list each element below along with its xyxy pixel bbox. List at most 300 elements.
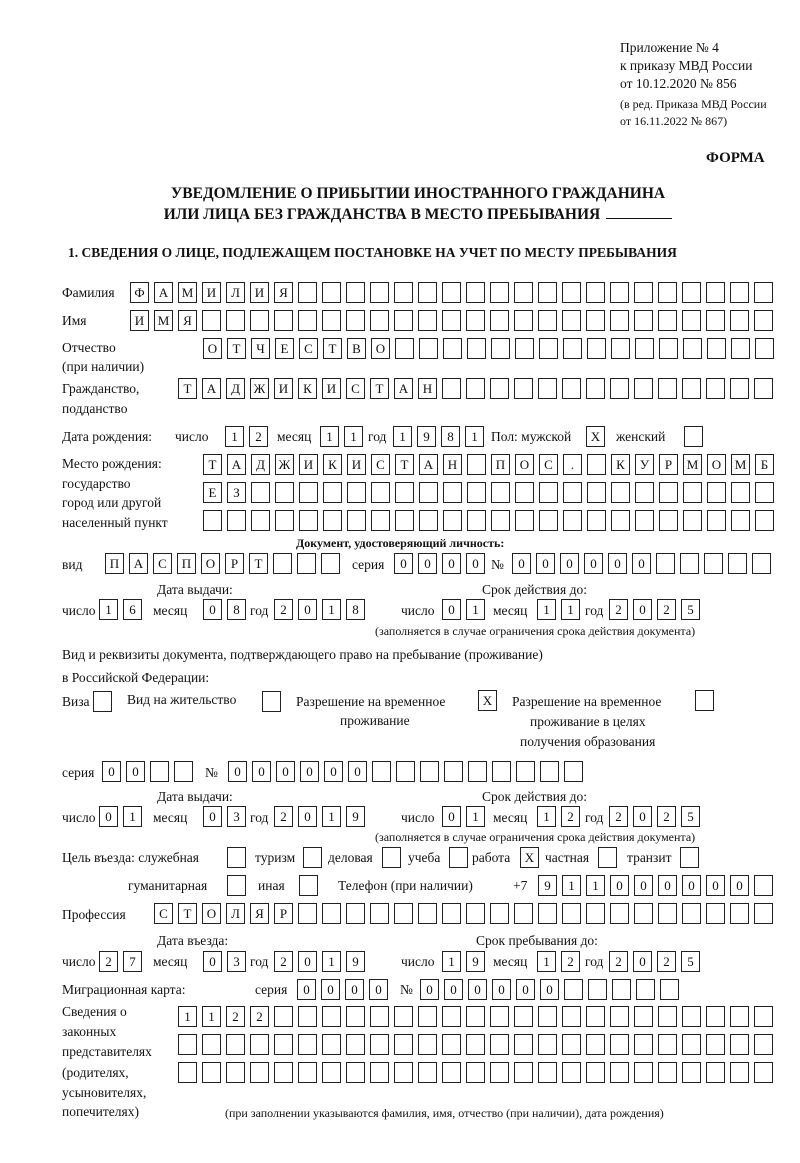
citizenship-cells[interactable] bbox=[178, 378, 778, 400]
char-cell[interactable]: 1 bbox=[393, 426, 412, 447]
char-cell[interactable] bbox=[610, 310, 629, 331]
char-cell[interactable] bbox=[321, 553, 340, 574]
char-cell[interactable]: 0 bbox=[297, 979, 316, 1000]
char-cell[interactable]: Б bbox=[755, 454, 774, 475]
char-cell[interactable] bbox=[706, 903, 725, 924]
char-cell[interactable]: 1 bbox=[99, 599, 118, 620]
char-cell[interactable] bbox=[419, 482, 438, 503]
stay-valid-month-cells[interactable] bbox=[537, 806, 585, 828]
char-cell[interactable]: 1 bbox=[322, 951, 341, 972]
char-cell[interactable] bbox=[538, 310, 557, 331]
char-cell[interactable] bbox=[754, 378, 773, 399]
char-cell[interactable]: 1 bbox=[344, 426, 363, 447]
char-cell[interactable] bbox=[539, 338, 558, 359]
char-cell[interactable]: Я bbox=[274, 282, 293, 303]
char-cell[interactable] bbox=[706, 1006, 725, 1027]
char-cell[interactable] bbox=[490, 903, 509, 924]
char-cell[interactable] bbox=[322, 1034, 341, 1055]
char-cell[interactable] bbox=[346, 1062, 365, 1083]
char-cell[interactable] bbox=[634, 310, 653, 331]
char-cell[interactable]: 6 bbox=[123, 599, 142, 620]
char-cell[interactable] bbox=[587, 482, 606, 503]
char-cell[interactable] bbox=[346, 310, 365, 331]
char-cell[interactable]: 0 bbox=[492, 979, 511, 1000]
char-cell[interactable] bbox=[490, 378, 509, 399]
char-cell[interactable] bbox=[707, 510, 726, 531]
stay-issue-day-cells[interactable] bbox=[99, 806, 147, 828]
char-cell[interactable] bbox=[682, 1034, 701, 1055]
char-cell[interactable] bbox=[323, 482, 342, 503]
char-cell[interactable]: 7 bbox=[123, 951, 142, 972]
char-cell[interactable] bbox=[274, 1006, 293, 1027]
char-cell[interactable] bbox=[491, 510, 510, 531]
char-cell[interactable] bbox=[754, 282, 773, 303]
char-cell[interactable] bbox=[538, 282, 557, 303]
char-cell[interactable] bbox=[514, 1034, 533, 1055]
char-cell[interactable]: О bbox=[515, 454, 534, 475]
char-cell[interactable] bbox=[466, 378, 485, 399]
char-cell[interactable]: 2 bbox=[249, 426, 268, 447]
char-cell[interactable] bbox=[659, 338, 678, 359]
char-cell[interactable]: 9 bbox=[538, 875, 557, 896]
char-cell[interactable] bbox=[371, 510, 390, 531]
char-cell[interactable] bbox=[634, 282, 653, 303]
char-cell[interactable]: 2 bbox=[274, 599, 293, 620]
char-cell[interactable] bbox=[442, 1006, 461, 1027]
stay-number-cells[interactable] bbox=[228, 761, 588, 783]
purpose-business-checkbox[interactable] bbox=[382, 847, 406, 869]
char-cell[interactable] bbox=[346, 1034, 365, 1055]
char-cell[interactable]: 0 bbox=[584, 553, 603, 574]
purpose-official-checkbox[interactable] bbox=[227, 847, 251, 869]
purpose-humanitarian-checkbox[interactable] bbox=[227, 875, 251, 897]
char-cell[interactable]: Ф bbox=[130, 282, 149, 303]
char-cell[interactable] bbox=[251, 510, 270, 531]
id-valid-year-cells[interactable] bbox=[609, 599, 705, 621]
char-cell[interactable]: 1 bbox=[442, 951, 461, 972]
char-cell[interactable] bbox=[442, 1062, 461, 1083]
char-cell[interactable]: С bbox=[299, 338, 318, 359]
char-cell[interactable] bbox=[540, 761, 559, 782]
purpose-transit-checkbox[interactable] bbox=[680, 847, 704, 869]
char-cell[interactable] bbox=[490, 282, 509, 303]
char-cell[interactable] bbox=[660, 979, 679, 1000]
char-cell[interactable] bbox=[563, 482, 582, 503]
char-cell[interactable]: О bbox=[203, 338, 222, 359]
char-cell[interactable] bbox=[754, 903, 773, 924]
char-cell[interactable] bbox=[274, 310, 293, 331]
char-cell[interactable] bbox=[202, 310, 221, 331]
char-cell[interactable] bbox=[562, 903, 581, 924]
char-cell[interactable] bbox=[346, 282, 365, 303]
char-cell[interactable]: 1 bbox=[537, 806, 556, 827]
char-cell[interactable] bbox=[514, 310, 533, 331]
char-cell[interactable]: 0 bbox=[203, 806, 222, 827]
id-issue-day-cells[interactable] bbox=[99, 599, 147, 621]
char-cell[interactable] bbox=[443, 482, 462, 503]
char-cell[interactable] bbox=[515, 482, 534, 503]
char-cell[interactable] bbox=[442, 1034, 461, 1055]
char-cell[interactable]: Т bbox=[178, 903, 197, 924]
reps-cells-2[interactable] bbox=[178, 1034, 778, 1056]
id-series-cells[interactable] bbox=[394, 553, 490, 575]
char-cell[interactable] bbox=[491, 338, 510, 359]
char-cell[interactable]: 2 bbox=[99, 951, 118, 972]
char-cell[interactable] bbox=[658, 282, 677, 303]
char-cell[interactable] bbox=[562, 310, 581, 331]
char-cell[interactable] bbox=[418, 1062, 437, 1083]
char-cell[interactable]: 0 bbox=[203, 599, 222, 620]
char-cell[interactable] bbox=[610, 1034, 629, 1055]
char-cell[interactable]: 1 bbox=[123, 806, 142, 827]
char-cell[interactable]: Т bbox=[323, 338, 342, 359]
char-cell[interactable]: А bbox=[227, 454, 246, 475]
char-cell[interactable]: 9 bbox=[346, 951, 365, 972]
stay-until-month-cells[interactable] bbox=[537, 951, 585, 973]
char-cell[interactable] bbox=[706, 1034, 725, 1055]
id-number-cells[interactable] bbox=[512, 553, 776, 575]
char-cell[interactable] bbox=[754, 1034, 773, 1055]
char-cell[interactable] bbox=[538, 1062, 557, 1083]
char-cell[interactable] bbox=[587, 510, 606, 531]
char-cell[interactable] bbox=[755, 482, 774, 503]
visa-checkbox[interactable] bbox=[93, 691, 117, 713]
char-cell[interactable]: 0 bbox=[418, 553, 437, 574]
char-cell[interactable] bbox=[588, 979, 607, 1000]
char-cell[interactable] bbox=[323, 510, 342, 531]
char-cell[interactable] bbox=[730, 1062, 749, 1083]
char-cell[interactable] bbox=[562, 378, 581, 399]
char-cell[interactable] bbox=[586, 310, 605, 331]
char-cell[interactable]: И bbox=[322, 378, 341, 399]
char-cell[interactable] bbox=[635, 510, 654, 531]
purpose-study-checkbox[interactable] bbox=[449, 847, 473, 869]
stay-series-cells[interactable] bbox=[102, 761, 198, 783]
birth-year-cells[interactable] bbox=[393, 426, 489, 448]
birth-place-cells-1[interactable] bbox=[203, 454, 779, 476]
char-cell[interactable]: 0 bbox=[540, 979, 559, 1000]
char-cell[interactable] bbox=[610, 378, 629, 399]
char-cell[interactable]: К bbox=[611, 454, 630, 475]
char-cell[interactable] bbox=[707, 338, 726, 359]
char-cell[interactable]: А bbox=[202, 378, 221, 399]
char-cell[interactable] bbox=[382, 847, 401, 868]
char-cell[interactable] bbox=[730, 1006, 749, 1027]
char-cell[interactable] bbox=[299, 482, 318, 503]
char-cell[interactable] bbox=[418, 310, 437, 331]
char-cell[interactable]: Т bbox=[227, 338, 246, 359]
char-cell[interactable]: Е bbox=[275, 338, 294, 359]
char-cell[interactable]: 1 bbox=[562, 875, 581, 896]
birth-place-cells-2[interactable] bbox=[203, 482, 779, 504]
char-cell[interactable] bbox=[682, 1006, 701, 1027]
char-cell[interactable] bbox=[322, 1006, 341, 1027]
char-cell[interactable] bbox=[262, 691, 281, 712]
char-cell[interactable] bbox=[658, 378, 677, 399]
char-cell[interactable]: Л bbox=[226, 282, 245, 303]
char-cell[interactable]: С bbox=[371, 454, 390, 475]
char-cell[interactable] bbox=[658, 1006, 677, 1027]
char-cell[interactable]: 0 bbox=[536, 553, 555, 574]
char-cell[interactable] bbox=[730, 378, 749, 399]
stay-issue-year-cells[interactable] bbox=[274, 806, 370, 828]
migration-number-cells[interactable] bbox=[420, 979, 684, 1001]
char-cell[interactable]: 2 bbox=[609, 599, 628, 620]
char-cell[interactable] bbox=[706, 1062, 725, 1083]
char-cell[interactable] bbox=[442, 310, 461, 331]
char-cell[interactable] bbox=[539, 482, 558, 503]
birth-day-cells[interactable] bbox=[225, 426, 273, 448]
char-cell[interactable]: 0 bbox=[560, 553, 579, 574]
char-cell[interactable] bbox=[298, 310, 317, 331]
char-cell[interactable] bbox=[490, 1062, 509, 1083]
char-cell[interactable]: 1 bbox=[586, 875, 605, 896]
char-cell[interactable] bbox=[728, 553, 747, 574]
char-cell[interactable] bbox=[538, 1006, 557, 1027]
char-cell[interactable] bbox=[467, 454, 486, 475]
char-cell[interactable] bbox=[586, 1006, 605, 1027]
char-cell[interactable]: 1 bbox=[466, 806, 485, 827]
char-cell[interactable]: 8 bbox=[441, 426, 460, 447]
char-cell[interactable] bbox=[203, 510, 222, 531]
char-cell[interactable]: 0 bbox=[634, 875, 653, 896]
char-cell[interactable] bbox=[395, 482, 414, 503]
char-cell[interactable] bbox=[539, 510, 558, 531]
char-cell[interactable] bbox=[706, 282, 725, 303]
char-cell[interactable] bbox=[634, 378, 653, 399]
char-cell[interactable]: 0 bbox=[126, 761, 145, 782]
residence-permit-checkbox[interactable] bbox=[262, 691, 286, 713]
char-cell[interactable] bbox=[418, 1006, 437, 1027]
char-cell[interactable] bbox=[419, 510, 438, 531]
char-cell[interactable] bbox=[491, 482, 510, 503]
name-cells[interactable] bbox=[130, 310, 778, 332]
char-cell[interactable] bbox=[754, 310, 773, 331]
stay-until-year-cells[interactable] bbox=[609, 951, 705, 973]
char-cell[interactable] bbox=[755, 510, 774, 531]
char-cell[interactable]: 1 bbox=[466, 599, 485, 620]
entry-year-cells[interactable] bbox=[274, 951, 370, 973]
id-valid-day-cells[interactable] bbox=[442, 599, 490, 621]
char-cell[interactable]: 2 bbox=[561, 951, 580, 972]
char-cell[interactable]: М bbox=[731, 454, 750, 475]
char-cell[interactable]: 0 bbox=[466, 553, 485, 574]
char-cell[interactable]: 5 bbox=[681, 599, 700, 620]
char-cell[interactable]: А bbox=[419, 454, 438, 475]
entry-day-cells[interactable] bbox=[99, 951, 147, 973]
char-cell[interactable] bbox=[275, 482, 294, 503]
char-cell[interactable] bbox=[730, 310, 749, 331]
char-cell[interactable] bbox=[586, 378, 605, 399]
char-cell[interactable]: 0 bbox=[252, 761, 271, 782]
char-cell[interactable] bbox=[612, 979, 631, 1000]
char-cell[interactable]: Е bbox=[203, 482, 222, 503]
char-cell[interactable] bbox=[226, 310, 245, 331]
char-cell[interactable]: С bbox=[154, 903, 173, 924]
char-cell[interactable]: 0 bbox=[276, 761, 295, 782]
char-cell[interactable]: 1 bbox=[465, 426, 484, 447]
char-cell[interactable] bbox=[467, 482, 486, 503]
char-cell[interactable] bbox=[562, 1062, 581, 1083]
char-cell[interactable] bbox=[514, 378, 533, 399]
char-cell[interactable] bbox=[468, 761, 487, 782]
char-cell[interactable] bbox=[449, 847, 468, 868]
profession-cells[interactable] bbox=[154, 903, 778, 925]
char-cell[interactable] bbox=[730, 903, 749, 924]
char-cell[interactable]: 0 bbox=[369, 979, 388, 1000]
char-cell[interactable] bbox=[752, 553, 771, 574]
char-cell[interactable] bbox=[538, 1034, 557, 1055]
char-cell[interactable]: 0 bbox=[633, 599, 652, 620]
char-cell[interactable] bbox=[755, 338, 774, 359]
char-cell[interactable] bbox=[563, 338, 582, 359]
char-cell[interactable]: 0 bbox=[298, 599, 317, 620]
char-cell[interactable]: П bbox=[177, 553, 196, 574]
char-cell[interactable] bbox=[370, 282, 389, 303]
char-cell[interactable]: 1 bbox=[322, 599, 341, 620]
char-cell[interactable]: 0 bbox=[706, 875, 725, 896]
id-kind-cells[interactable] bbox=[105, 553, 345, 575]
char-cell[interactable]: 0 bbox=[608, 553, 627, 574]
char-cell[interactable] bbox=[586, 282, 605, 303]
char-cell[interactable] bbox=[226, 1034, 245, 1055]
char-cell[interactable]: Н bbox=[443, 454, 462, 475]
char-cell[interactable] bbox=[634, 903, 653, 924]
char-cell[interactable]: 8 bbox=[346, 599, 365, 620]
char-cell[interactable]: С bbox=[346, 378, 365, 399]
char-cell[interactable] bbox=[634, 1034, 653, 1055]
char-cell[interactable] bbox=[394, 1062, 413, 1083]
stay-valid-year-cells[interactable] bbox=[609, 806, 705, 828]
char-cell[interactable] bbox=[394, 282, 413, 303]
char-cell[interactable]: 0 bbox=[468, 979, 487, 1000]
char-cell[interactable] bbox=[658, 310, 677, 331]
char-cell[interactable]: 1 bbox=[202, 1006, 221, 1027]
char-cell[interactable]: 0 bbox=[730, 875, 749, 896]
char-cell[interactable] bbox=[563, 510, 582, 531]
char-cell[interactable]: 0 bbox=[321, 979, 340, 1000]
char-cell[interactable]: 0 bbox=[442, 553, 461, 574]
char-cell[interactable] bbox=[150, 761, 169, 782]
char-cell[interactable] bbox=[298, 1006, 317, 1027]
char-cell[interactable]: Р bbox=[225, 553, 244, 574]
char-cell[interactable] bbox=[466, 903, 485, 924]
char-cell[interactable]: 2 bbox=[561, 806, 580, 827]
char-cell[interactable] bbox=[659, 482, 678, 503]
char-cell[interactable] bbox=[707, 482, 726, 503]
char-cell[interactable] bbox=[444, 761, 463, 782]
char-cell[interactable]: Р bbox=[274, 903, 293, 924]
char-cell[interactable]: . bbox=[563, 454, 582, 475]
char-cell[interactable] bbox=[442, 282, 461, 303]
char-cell[interactable]: 2 bbox=[226, 1006, 245, 1027]
char-cell[interactable]: З bbox=[227, 482, 246, 503]
char-cell[interactable]: Ж bbox=[250, 378, 269, 399]
char-cell[interactable]: М bbox=[178, 282, 197, 303]
char-cell[interactable] bbox=[395, 338, 414, 359]
char-cell[interactable] bbox=[396, 761, 415, 782]
char-cell[interactable] bbox=[370, 903, 389, 924]
char-cell[interactable] bbox=[418, 1034, 437, 1055]
char-cell[interactable] bbox=[443, 510, 462, 531]
char-cell[interactable] bbox=[730, 1034, 749, 1055]
char-cell[interactable] bbox=[298, 1062, 317, 1083]
char-cell[interactable] bbox=[490, 310, 509, 331]
char-cell[interactable] bbox=[418, 282, 437, 303]
char-cell[interactable]: Д bbox=[226, 378, 245, 399]
char-cell[interactable] bbox=[754, 875, 773, 896]
char-cell[interactable]: Я bbox=[178, 310, 197, 331]
char-cell[interactable]: 0 bbox=[633, 806, 652, 827]
char-cell[interactable] bbox=[704, 553, 723, 574]
char-cell[interactable] bbox=[370, 1006, 389, 1027]
char-cell[interactable] bbox=[682, 310, 701, 331]
char-cell[interactable] bbox=[394, 1034, 413, 1055]
char-cell[interactable] bbox=[490, 1006, 509, 1027]
char-cell[interactable] bbox=[514, 282, 533, 303]
char-cell[interactable] bbox=[467, 510, 486, 531]
char-cell[interactable] bbox=[420, 761, 439, 782]
char-cell[interactable] bbox=[371, 482, 390, 503]
patronymic-cells[interactable] bbox=[203, 338, 779, 360]
char-cell[interactable] bbox=[298, 282, 317, 303]
char-cell[interactable]: 9 bbox=[346, 806, 365, 827]
char-cell[interactable]: 0 bbox=[228, 761, 247, 782]
char-cell[interactable]: 0 bbox=[345, 979, 364, 1000]
sex-male-checkbox[interactable] bbox=[586, 426, 610, 448]
char-cell[interactable] bbox=[683, 338, 702, 359]
char-cell[interactable] bbox=[226, 1062, 245, 1083]
char-cell[interactable]: 3 bbox=[227, 806, 246, 827]
char-cell[interactable]: 0 bbox=[610, 875, 629, 896]
char-cell[interactable] bbox=[683, 482, 702, 503]
char-cell[interactable]: 1 bbox=[537, 951, 556, 972]
char-cell[interactable] bbox=[514, 1006, 533, 1027]
char-cell[interactable] bbox=[658, 1062, 677, 1083]
char-cell[interactable]: 5 bbox=[681, 806, 700, 827]
char-cell[interactable]: Ч bbox=[251, 338, 270, 359]
char-cell[interactable]: И bbox=[274, 378, 293, 399]
char-cell[interactable] bbox=[93, 691, 112, 712]
char-cell[interactable]: 3 bbox=[227, 951, 246, 972]
char-cell[interactable] bbox=[682, 1062, 701, 1083]
purpose-tourism-checkbox[interactable] bbox=[303, 847, 327, 869]
char-cell[interactable]: 2 bbox=[250, 1006, 269, 1027]
trp-edu-checkbox[interactable] bbox=[695, 690, 719, 712]
char-cell[interactable] bbox=[538, 903, 557, 924]
char-cell[interactable] bbox=[227, 875, 246, 896]
char-cell[interactable]: 0 bbox=[348, 761, 367, 782]
char-cell[interactable]: И bbox=[250, 282, 269, 303]
char-cell[interactable]: 0 bbox=[442, 599, 461, 620]
char-cell[interactable]: Д bbox=[251, 454, 270, 475]
char-cell[interactable] bbox=[178, 1034, 197, 1055]
char-cell[interactable] bbox=[682, 903, 701, 924]
char-cell[interactable]: 8 bbox=[227, 599, 246, 620]
char-cell[interactable]: 1 bbox=[322, 806, 341, 827]
char-cell[interactable] bbox=[635, 338, 654, 359]
char-cell[interactable]: П bbox=[491, 454, 510, 475]
char-cell[interactable] bbox=[610, 282, 629, 303]
char-cell[interactable] bbox=[322, 282, 341, 303]
reps-cells-1[interactable] bbox=[178, 1006, 778, 1028]
char-cell[interactable] bbox=[635, 482, 654, 503]
char-cell[interactable]: 0 bbox=[633, 951, 652, 972]
reps-cells-3[interactable] bbox=[178, 1062, 778, 1084]
char-cell[interactable] bbox=[492, 761, 511, 782]
char-cell[interactable] bbox=[564, 761, 583, 782]
phone-cells[interactable] bbox=[538, 875, 778, 897]
